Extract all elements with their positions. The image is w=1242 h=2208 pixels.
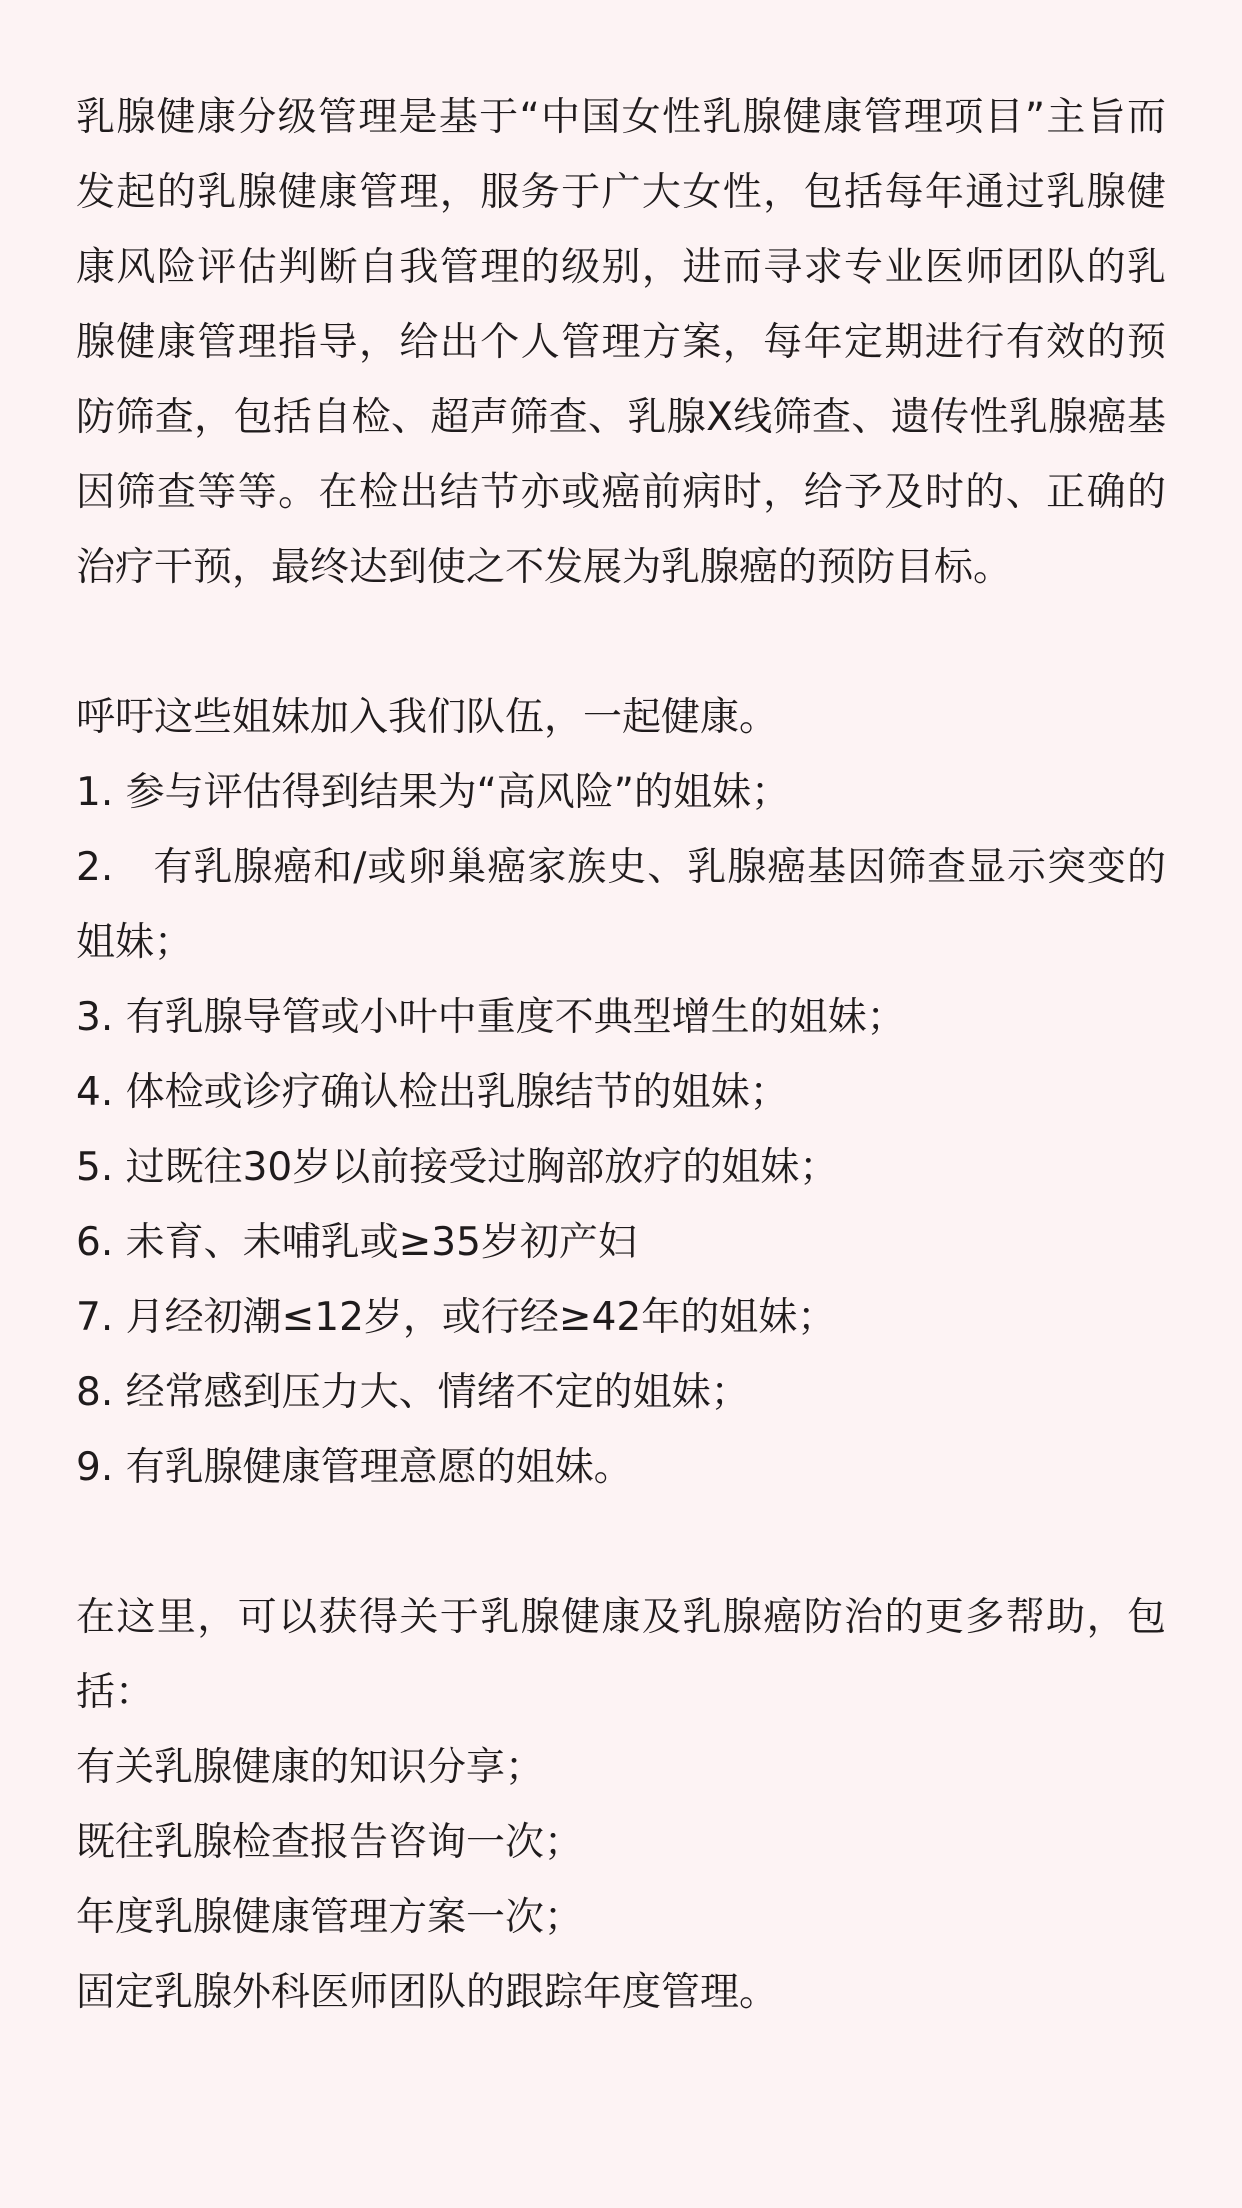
list-item: 2. 有乳腺癌和/或卵巢癌家族史、乳腺癌基因筛查显示突变的姐妹； <box>76 845 1166 965</box>
call-heading: 呼吁这些姐妹加入我们队伍，一起健康。 <box>76 695 779 740</box>
spacer <box>76 1505 1166 1580</box>
list-item: 4. 体检或诊疗确认检出乳腺结节的姐妹； <box>76 1070 789 1115</box>
intro-paragraph: 乳腺健康分级管理是基于“中国女性乳腺健康管理项目”主旨而发起的乳腺健康管理，服务于广大女性，包括每年通过乳腺健康风险评估判断自我管理的级别，进而寻求专业医师团队的乳腺健康管理指导，给出个人管理方案，每年定期进行有效的预防筛查，包括自检、超声筛查、乳腺X线筛查、遗传性乳腺癌基因筛查等等。在检出结节亦或癌前病时，给予及时的、正确的治疗干预，最终达到使之不发展为乳腺癌的预防目标。 <box>76 95 1166 590</box>
list-item: 9. 有乳腺健康管理意愿的姐妹。 <box>76 1445 633 1490</box>
list-item: 1. 参与评估得到结果为“高风险”的姐妹； <box>76 770 791 815</box>
benefit-item: 有关乳腺健康的知识分享； <box>76 1745 545 1790</box>
spacer <box>76 605 1166 680</box>
list-item: 7. 月经初潮≤12岁，或行经≥42年的姐妹； <box>76 1295 837 1340</box>
benefit-item: 固定乳腺外科医师团队的跟踪年度管理。 <box>76 1970 779 2015</box>
benefit-item: 年度乳腺健康管理方案一次； <box>76 1895 584 1940</box>
list-item: 8. 经常感到压力大、情绪不定的姐妹； <box>76 1370 750 1415</box>
benefits-heading: 在这里，可以获得关于乳腺健康及乳腺癌防治的更多帮助，包括： <box>76 1595 1166 1715</box>
list-item: 6. 未育、未哺乳或≥35岁初产妇 <box>76 1220 637 1265</box>
list-item: 5. 过既往30岁以前接受过胸部放疗的姐妹； <box>76 1145 839 1190</box>
benefit-item: 既往乳腺检查报告咨询一次； <box>76 1820 584 1865</box>
list-item: 3. 有乳腺导管或小叶中重度不典型增生的姐妹； <box>76 995 906 1040</box>
